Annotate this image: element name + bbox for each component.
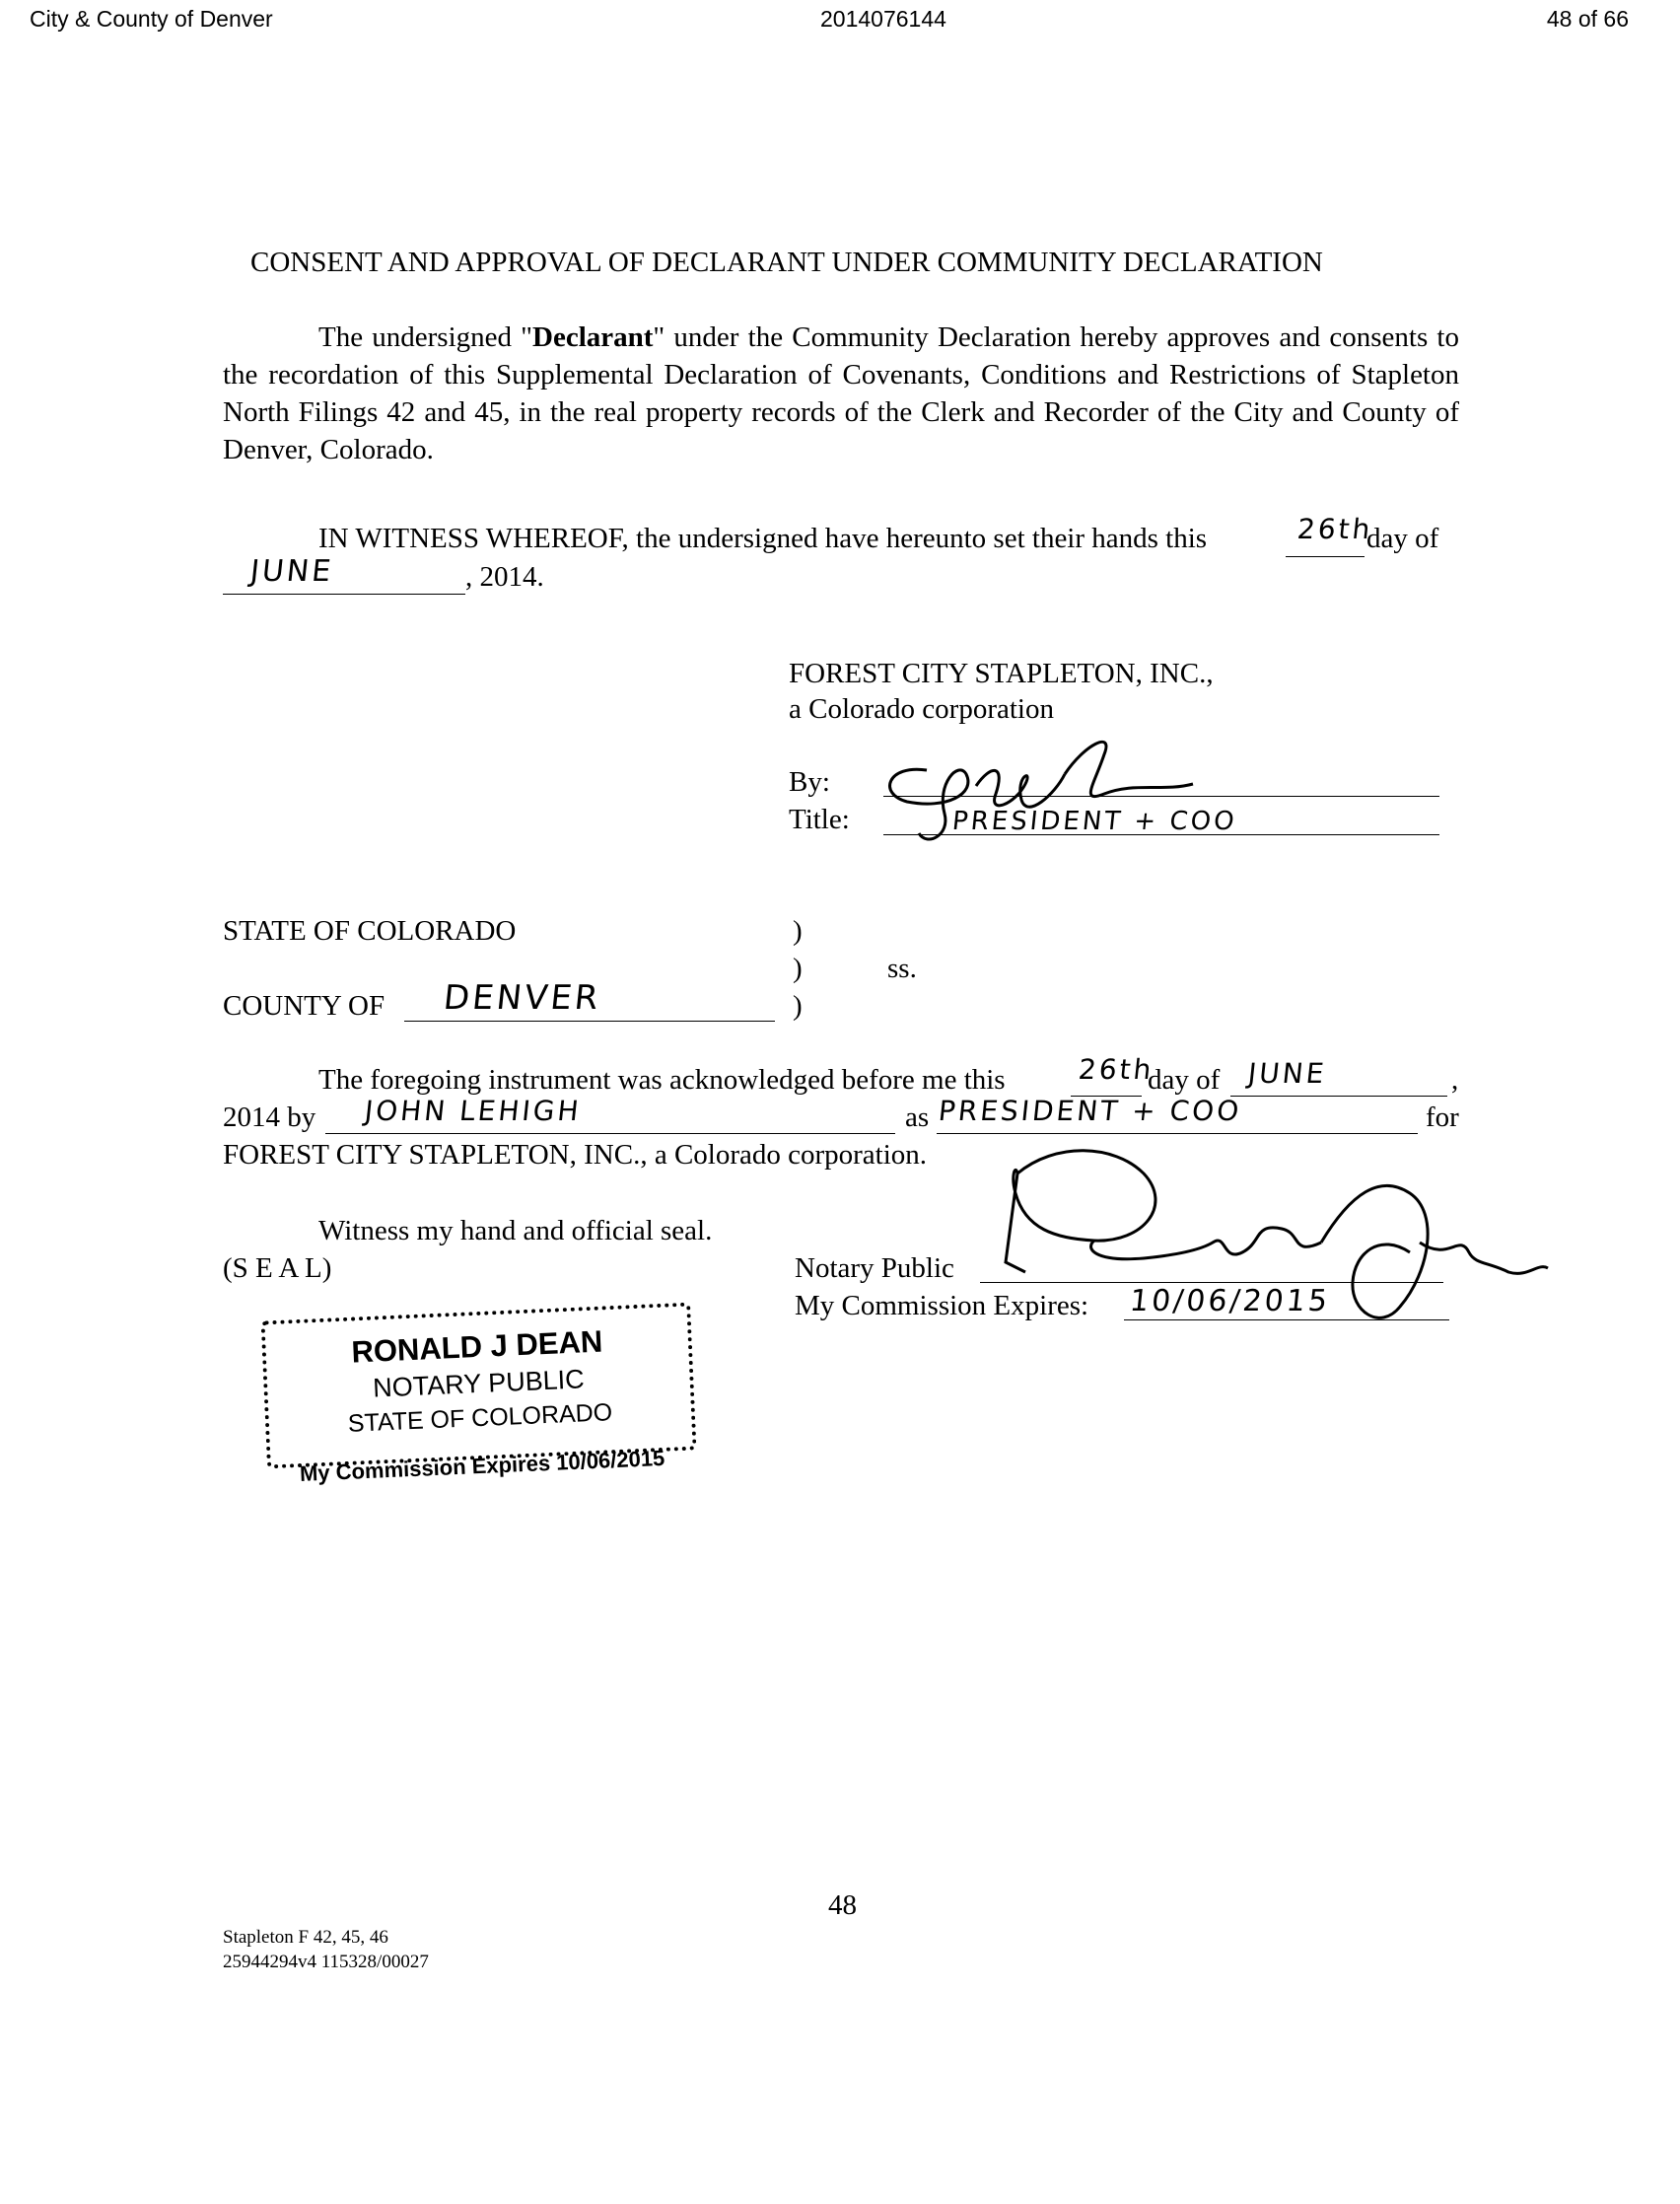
witness-text: IN WITNESS WHEREOF, the undersigned have hereunto set their hands this: [318, 523, 1208, 554]
commission-expires-label: My Commission Expires:: [795, 1290, 1089, 1321]
ack-month-line: [1230, 1096, 1447, 1097]
venue-ss: ss.: [887, 953, 917, 984]
ack-role-handwritten: PRESIDENT + COO: [937, 1095, 1243, 1127]
notary-signature: [996, 1134, 1558, 1361]
consent-paragraph: The undersigned "Declarant" under the Community Declaration hereby approves and consents to the recordation of this Supplemental Declaration of Covenants, Conditions and Restrictions of Stapleton North Filings 42 and 45, in the real property records of the Clerk and Recorder of the City and County of Denver, Colorado.: [223, 321, 1459, 465]
seal-label: (S E A L): [223, 1252, 332, 1284]
witness-day-line: [1286, 556, 1365, 557]
county-line: [404, 1021, 775, 1022]
ack-as: as: [905, 1102, 930, 1133]
stamp-expires: My Commission Expires 10/06/2015: [299, 1445, 665, 1487]
ack-day-of: day of: [1148, 1064, 1221, 1096]
ack-day-handwritten: 26th: [1077, 1053, 1156, 1086]
ack-year-by: 2014 by: [223, 1102, 316, 1133]
witness-day-of: day of: [1366, 523, 1439, 554]
stamp-title: NOTARY PUBLIC: [372, 1364, 586, 1403]
witness-year: , 2014.: [465, 561, 544, 593]
header-document-number: 2014076144: [820, 6, 946, 32]
officer-signature: [868, 725, 1242, 853]
by-label: By:: [789, 766, 830, 798]
title-handwritten: PRESIDENT + COO: [950, 807, 1239, 836]
county-handwritten: DENVER: [441, 978, 603, 1018]
venue-paren-2: ): [793, 953, 803, 984]
ack-month-handwritten: JUNE: [1246, 1057, 1329, 1090]
signatory-company: FOREST CITY STAPLETON, INC.,: [789, 658, 1214, 689]
ack-for: for: [1426, 1102, 1459, 1133]
witness-day-handwritten: 26th: [1295, 513, 1375, 545]
witness-month-line: [223, 594, 465, 595]
witness-hand-seal: Witness my hand and official seal.: [318, 1215, 713, 1246]
page-number: 48: [828, 1889, 857, 1921]
venue-paren-3: ): [793, 990, 803, 1022]
footer-line-1: Stapleton F 42, 45, 46: [223, 1927, 388, 1948]
footer-line-2: 25944294v4 115328/00027: [223, 1952, 429, 1972]
ack-text: The foregoing instrument was acknowledged before me this: [318, 1064, 1006, 1096]
document-title: CONSENT AND APPROVAL OF DECLARANT UNDER COMMUNITY DECLARATION: [250, 247, 1323, 278]
venue-paren-1: ): [793, 915, 803, 947]
stamp-state: STATE OF COLORADO: [347, 1398, 613, 1438]
county-label: COUNTY OF: [223, 990, 385, 1022]
title-label: Title:: [789, 804, 850, 835]
notary-stamp: [260, 1303, 697, 1489]
header-page-count: 48 of 66: [1546, 6, 1629, 32]
signatory-corporation-type: a Colorado corporation: [789, 693, 1054, 725]
stamp-name: RONALD J DEAN: [350, 1323, 603, 1370]
state-of-colorado: STATE OF COLORADO: [223, 915, 517, 947]
ack-corporation: FOREST CITY STAPLETON, INC., a Colorado corporation.: [223, 1139, 928, 1171]
header-left: City & County of Denver: [30, 6, 273, 32]
notary-public-label: Notary Public: [795, 1252, 954, 1284]
ack-name-line: [325, 1133, 895, 1134]
declarant-term: Declarant: [532, 321, 654, 353]
commission-expires-handwritten: 10/06/2015: [1128, 1284, 1332, 1318]
ack-comma: ,: [1451, 1064, 1459, 1096]
witness-month-handwritten: JUNE: [248, 554, 336, 589]
ack-name-handwritten: JOHN LEHIGH: [363, 1095, 584, 1127]
